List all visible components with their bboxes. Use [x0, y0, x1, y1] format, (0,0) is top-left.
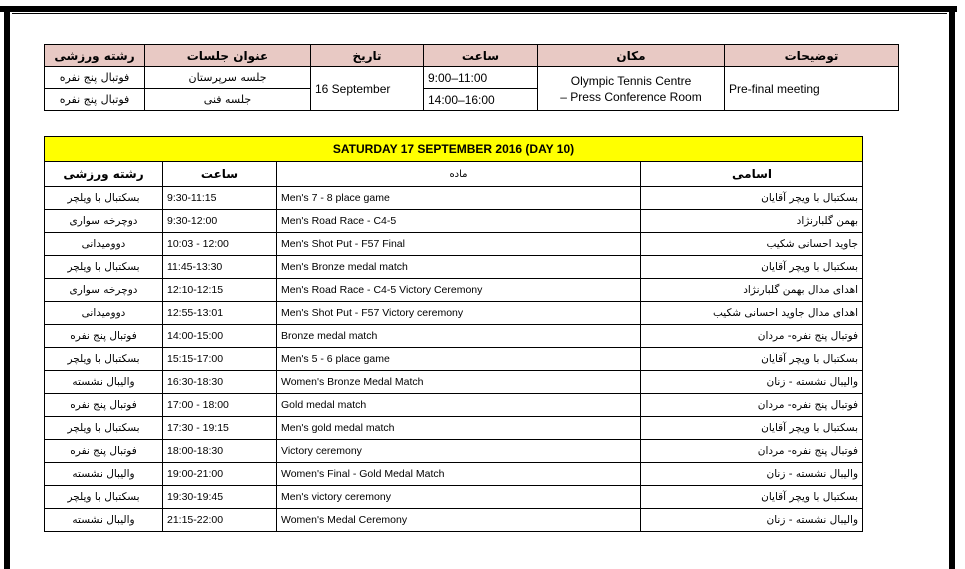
row-sport: فوتبال پنج نفره: [45, 394, 163, 417]
venue-line-2: – Press Conference Room: [560, 89, 702, 104]
row-names: بسکتبال با ویچر آقایان: [641, 348, 863, 371]
schedule-row: [45, 233, 863, 256]
meeting-notes: Pre-final meeting: [725, 67, 899, 111]
row-time: 12:55-13:01: [163, 302, 277, 325]
row-event: Men's Shot Put - F57 Final: [277, 233, 641, 256]
row-names: جاوید احسانی شکیب: [641, 233, 863, 256]
row-time: 10:03 - 12:00: [163, 233, 277, 256]
row-sport: دوچرخه سواری: [45, 279, 163, 302]
row-sport: دوومیدانی: [45, 302, 163, 325]
row-time: 14:00-15:00: [163, 325, 277, 348]
meeting-date: 16 September: [311, 67, 424, 111]
schedule-row: [45, 279, 863, 302]
row-sport: والیبال نشسته: [45, 509, 163, 532]
row-names: بسکتبال با ویچر آقایان: [641, 187, 863, 210]
row-event: Gold medal match: [277, 394, 641, 417]
schedule-row: [45, 256, 863, 279]
row-names: والیبال نشسته - زنان: [641, 463, 863, 486]
meeting-row: [45, 67, 899, 89]
row-names: بسکتبال با ویچر آقایان: [641, 417, 863, 440]
schedule-row: [45, 417, 863, 440]
header-notes: توضیحات: [725, 45, 899, 67]
row-event: Men's 5 - 6 place game: [277, 348, 641, 371]
row-sport: والیبال نشسته: [45, 371, 163, 394]
schedule-row: [45, 440, 863, 463]
schedule-row: [45, 187, 863, 210]
row-event: Bronze medal match: [277, 325, 641, 348]
schedule-header-row: [45, 162, 863, 187]
schedule-row: [45, 463, 863, 486]
page-frame-inner-line: [12, 13, 947, 14]
row-time: 16:30-18:30: [163, 371, 277, 394]
page-frame-left: [4, 6, 10, 569]
row-sport: بسکتبال با ویلچر: [45, 348, 163, 371]
row-time: 9:30-11:15: [163, 187, 277, 210]
row-names: فوتبال پنج نفره- مردان: [641, 394, 863, 417]
row-event: Men's victory ceremony: [277, 486, 641, 509]
schedule-table: [44, 136, 863, 532]
row-event: Men's gold medal match: [277, 417, 641, 440]
row-names: بهمن گلبارنژاد: [641, 210, 863, 233]
venue-line-1: Olympic Tennis Centre: [570, 73, 692, 88]
row-event: Women's Bronze Medal Match: [277, 371, 641, 394]
page-frame-right: [949, 6, 955, 569]
row-time: 11:45-13:30: [163, 256, 277, 279]
meeting-session: جلسه سرپرستان: [145, 67, 311, 89]
col-header-time: ساعت: [163, 162, 277, 187]
row-sport: بسکتبال با ویلچر: [45, 256, 163, 279]
col-header-sport: رشته ورزشی: [45, 162, 163, 187]
col-header-names: اسامی: [641, 162, 863, 187]
row-time: 19:00-21:00: [163, 463, 277, 486]
schedule-row: [45, 302, 863, 325]
row-event: Men's Road Race - C4-5: [277, 210, 641, 233]
schedule-row: [45, 394, 863, 417]
row-time: 18:00-18:30: [163, 440, 277, 463]
row-names: فوتبال پنج نفره- مردان: [641, 440, 863, 463]
page-frame-top: [0, 6, 957, 12]
row-time: 12:10-12:15: [163, 279, 277, 302]
row-event: Women's Medal Ceremony: [277, 509, 641, 532]
header-time: ساعت: [424, 45, 538, 67]
row-time: 15:15-17:00: [163, 348, 277, 371]
row-names: بسکتبال با ویچر آقایان: [641, 256, 863, 279]
row-event: Women's Final - Gold Medal Match: [277, 463, 641, 486]
row-sport: فوتبال پنج نفره: [45, 325, 163, 348]
row-time: 21:15-22:00: [163, 509, 277, 532]
day-title: SATURDAY 17 SEPTEMBER 2016 (DAY 10): [45, 137, 863, 162]
row-event: Victory ceremony: [277, 440, 641, 463]
row-sport: بسکتبال با ویلچر: [45, 486, 163, 509]
col-header-event: ماده: [277, 162, 641, 187]
row-sport: والیبال نشسته: [45, 463, 163, 486]
row-names: اهدای مدال بهمن گلبارنژاد: [641, 279, 863, 302]
meeting-time: 9:00–11:00: [424, 67, 538, 89]
schedule-row: [45, 325, 863, 348]
header-session: عنوان جلسات: [145, 45, 311, 67]
schedule-row: [45, 210, 863, 233]
meeting-session: جلسه فنی: [145, 89, 311, 111]
row-names: والیبال نشسته - زنان: [641, 371, 863, 394]
schedule-row: [45, 371, 863, 394]
row-sport: دوومیدانی: [45, 233, 163, 256]
header-venue: مکان: [538, 45, 725, 67]
meeting-sport: فوتبال پنج نفره: [45, 89, 145, 111]
row-sport: فوتبال پنج نفره: [45, 440, 163, 463]
meetings-header-row: [45, 45, 899, 67]
row-time: 9:30-12:00: [163, 210, 277, 233]
meeting-time: 14:00–16:00: [424, 89, 538, 111]
schedule-row: [45, 509, 863, 532]
row-event: Men's Bronze medal match: [277, 256, 641, 279]
header-sport: رشته ورزشی: [45, 45, 145, 67]
row-sport: بسکتبال با ویلچر: [45, 187, 163, 210]
header-date: تاریخ: [311, 45, 424, 67]
row-sport: بسکتبال با ویلچر: [45, 417, 163, 440]
meetings-table: [44, 44, 899, 111]
row-event: Men's Shot Put - F57 Victory ceremony: [277, 302, 641, 325]
row-time: 19:30-19:45: [163, 486, 277, 509]
row-time: 17:30 - 19:15: [163, 417, 277, 440]
meeting-sport: فوتبال پنج نفره: [45, 67, 145, 89]
row-names: فوتبال پنج نفره- مردان: [641, 325, 863, 348]
row-names: بسکتبال با ویچر آقایان: [641, 486, 863, 509]
schedule-row: [45, 348, 863, 371]
row-names: اهدای مدال جاوید احسانی شکیب: [641, 302, 863, 325]
schedule-row: [45, 486, 863, 509]
row-event: Men's 7 - 8 place game: [277, 187, 641, 210]
row-names: والیبال نشسته - زنان: [641, 509, 863, 532]
row-sport: دوچرخه سواری: [45, 210, 163, 233]
row-time: 17:00 - 18:00: [163, 394, 277, 417]
meeting-venue: [538, 67, 725, 111]
row-event: Men's Road Race - C4-5 Victory Ceremony: [277, 279, 641, 302]
